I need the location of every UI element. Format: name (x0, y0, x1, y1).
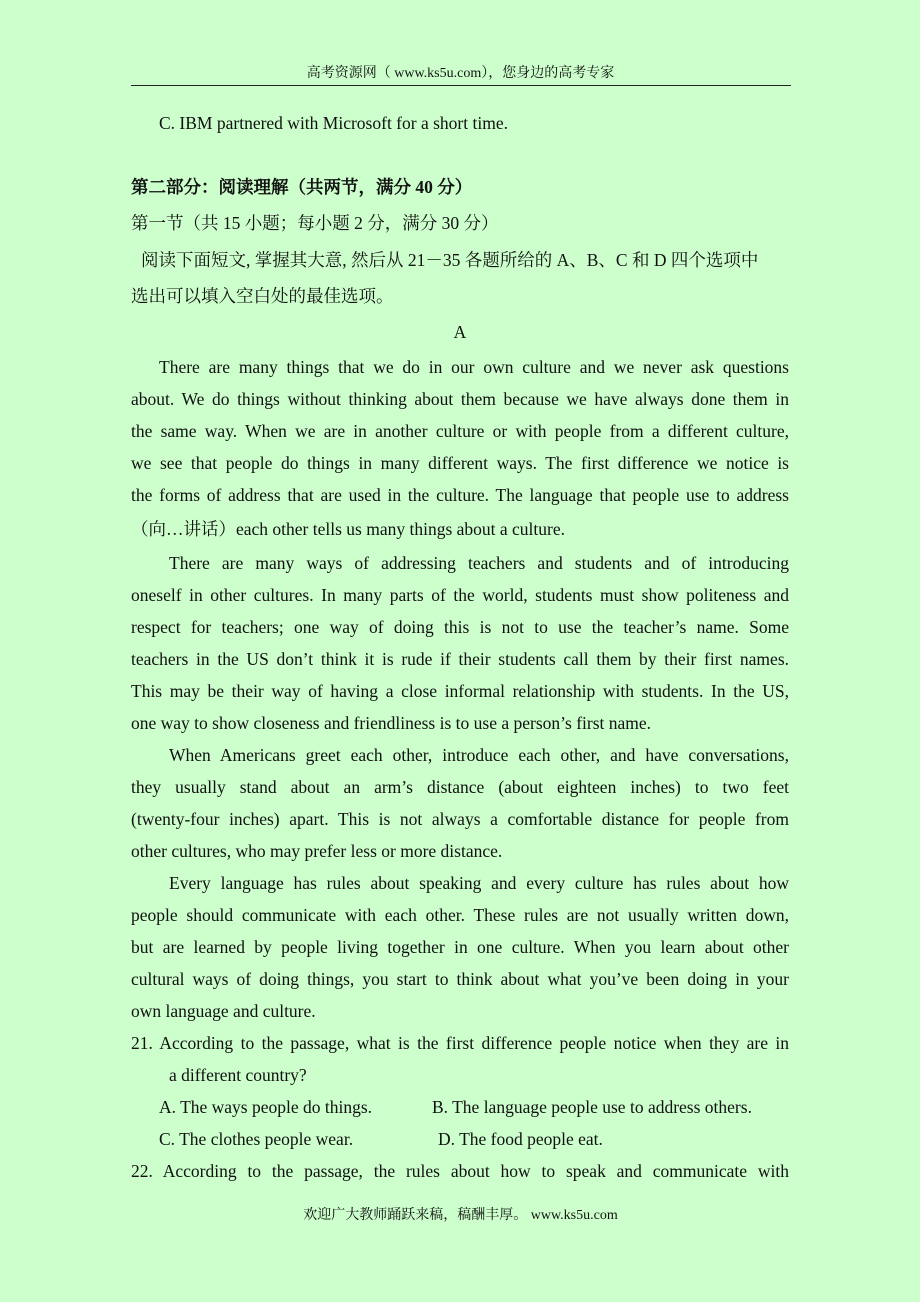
passage-line: There are many things that we do in our own culture and we never ask questions (159, 357, 789, 377)
passage-line: teachers in the US don’t think it is rude if their students call them by their first names. (131, 649, 789, 669)
passage-line: respect for teachers; one way of doing this is not to use the teacher’s name. Some (131, 617, 789, 637)
instruction-line-1: 阅读下面短文, 掌握其大意, 然后从 21－35 各题所给的 A、B、C 和 D 四个选项中 (141, 250, 759, 270)
page-header: 高考资源网（ www.ks5u.com），您身边的高考专家 (306, 66, 615, 81)
passage-line: one way to show closeness and friendliness is to use a person’s first name. (131, 713, 652, 733)
section-title: 第二部分：阅读理解（共两节，满分 40 分） (131, 177, 473, 197)
passage-line: （向…讲话）each other tells us many things about a culture. (131, 519, 566, 539)
question-21-option-c: C. The clothes people wear. (159, 1129, 354, 1149)
question-21-stem-cont: a different country? (169, 1065, 307, 1085)
passage-line: own language and culture. (131, 1001, 316, 1021)
passage-line: oneself in other cultures. In many parts of the world, students must show politeness and (131, 585, 789, 605)
section-subtitle: 第一节（共 15 小题；每小题 2 分，满分 30 分） (131, 213, 499, 233)
passage-line: Every language has rules about speaking and every culture has rules about how (169, 873, 789, 893)
page-footer: 欢迎广大教师踊跃来稿，稿酬丰厚。 www.ks5u.com (303, 1208, 618, 1223)
passage-line: This may be their way of having a close informal relationship with students. In the US, (131, 681, 789, 701)
passage-line: (twenty-four inches) apart. This is not always a comfortable distance for people from (131, 809, 789, 829)
passage-line: cultural ways of doing things, you start to think about what you’ve been doing in your (131, 969, 789, 989)
question-21-option-d: D. The food people eat. (438, 1129, 603, 1149)
passage-line: the same way. When we are in another culture or with people from a different culture, (131, 421, 789, 441)
passage-line: There are many ways of addressing teachers and students and of introducing (169, 553, 789, 573)
passage-line: people should communicate with each other. These rules are not usually written down, (131, 905, 789, 925)
question-21-stem: 21. According to the passage, what is the first difference people notice when they are in (131, 1033, 789, 1053)
passage-line: they usually stand about an arm’s distance (about eighteen inches) to two feet (131, 777, 789, 797)
passage-line: When Americans greet each other, introduce each other, and have conversations, (169, 745, 789, 765)
passage-line: but are learned by people living together in one culture. When you learn about other (131, 937, 789, 957)
passage-line: we see that people do things in many different ways. The first difference we notice is (131, 453, 789, 473)
previous-question-option-c: C. IBM partnered with Microsoft for a short time. (159, 113, 508, 133)
header-divider (131, 85, 791, 86)
question-21-option-b: B. The language people use to address others. (432, 1097, 752, 1117)
passage-label: A (453, 322, 467, 342)
passage-line: the forms of address that are used in the culture. The language that people use to address (131, 485, 789, 505)
passage-line: other cultures, who may prefer less or more distance. (131, 841, 503, 861)
instruction-line-2: 选出可以填入空白处的最佳选项。 (131, 286, 394, 306)
question-22-stem: 22. According to the passage, the rules about how to speak and communicate with (131, 1161, 789, 1181)
passage-line: about. We do things without thinking about them because we have always done them in (131, 389, 789, 409)
question-21-option-a: A. The ways people do things. (159, 1097, 373, 1117)
